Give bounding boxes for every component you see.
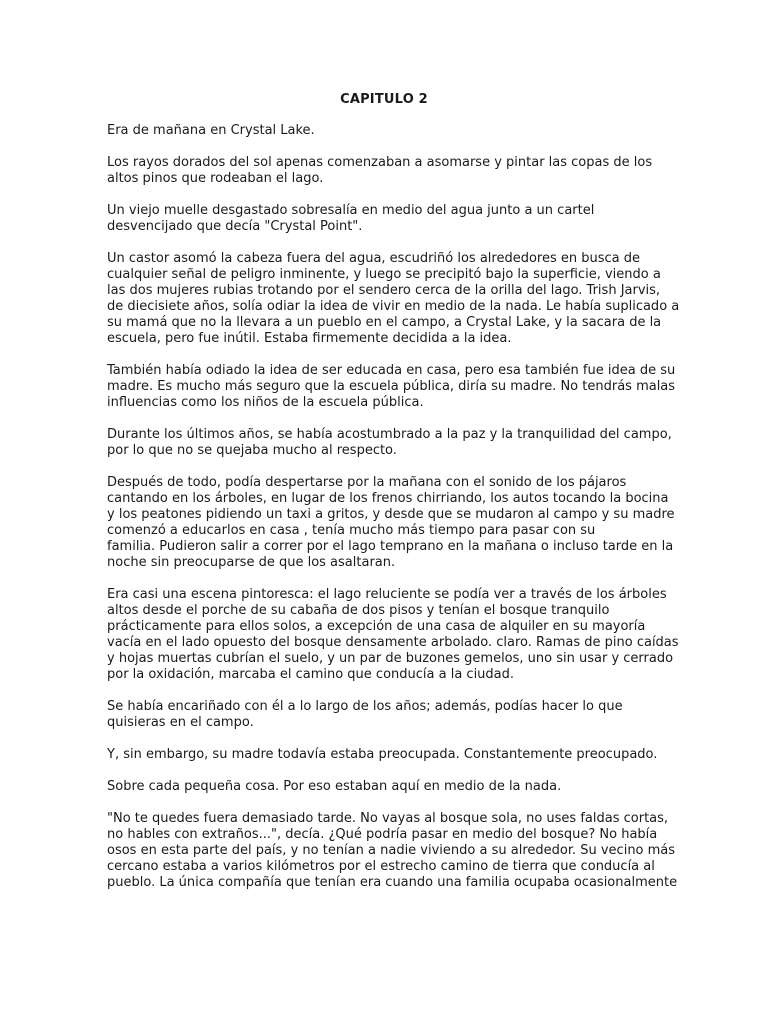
text-line: Era casi una escena pintoresca: el lago reluciente se podía ver a través de los árboles: [107, 587, 667, 602]
text-line: Los rayos dorados del sol apenas comenzaban a asomarse y pintar las copas de los: [107, 155, 653, 170]
paragraph: [107, 363, 676, 411]
paragraph: [107, 779, 663, 795]
text-line: altos pinos que rodeaban el lago.: [107, 171, 324, 186]
text-line: Un viejo muelle desgastado sobresalía en medio del agua junto a un cartel: [107, 203, 595, 218]
text-line: y hojas muertas cubrían el suelo, y un par de buzones gemelos, uno sin usar y cerrado: [107, 651, 674, 666]
text-line: cantando en los árboles, en lugar de los frenos chirriando, los autos tocando la bocina: [107, 491, 669, 506]
text-line: madre. Es mucho más seguro que la escuela pública, diría su madre. No tendrás malas: [107, 379, 676, 394]
text-line: Y, sin embargo, su madre todavía estaba preocupada. Constantemente preocupado.: [107, 747, 658, 762]
paragraph: [107, 475, 675, 571]
text-line: por lo que no se quejaba mucho al respecto.: [107, 443, 397, 458]
text-line: cualquier señal de peligro inminente, y luego se precipitó bajo la superficie, viendo a: [107, 267, 661, 282]
text-line: altos desde el porche de su cabaña de dos pisos y tenían el bosque tranquilo: [107, 603, 610, 618]
text-line: por la oxidación, marcaba el camino que conducía a la ciudad.: [107, 667, 515, 682]
text-line: vacía en el lado opuesto del bosque densamente arbolado. claro. Ramas de pino caídas: [107, 635, 679, 650]
text-line: influencias como los niños de la escuela pública.: [107, 395, 424, 410]
text-line: no hables con extraños...", decía. ¿Qué podría pasar en medio del bosque? No había: [107, 827, 658, 842]
text-line: quisieras en el campo.: [107, 715, 254, 730]
text-line: Era de mañana en Crystal Lake.: [107, 123, 315, 138]
paragraph: [107, 699, 663, 731]
paragraph: [107, 203, 663, 235]
text-line: prácticamente para ellos solos, a excepción de una casa de alquiler en su mayoría: [107, 619, 646, 634]
paragraph: [107, 747, 663, 763]
text-line: su mamá que no la llevara a un pueblo en el campo, a Crystal Lake, y la sacara de la: [107, 315, 662, 330]
text-line: familia. Pudieron salir a correr por el lago temprano en la mañana o incluso tarde en la: [107, 539, 674, 554]
text-line: desvencijado que decía "Crystal Point".: [107, 219, 363, 234]
text-line: Durante los últimos años, se había acostumbrado a la paz y la tranquilidad del campo,: [107, 427, 672, 442]
paragraph: [107, 155, 663, 187]
text-line: Un castor asomó la cabeza fuera del agua, escudriñó los alrededores en busca de: [107, 251, 641, 266]
body-text: [107, 123, 680, 907]
text-line: Se había encariñado con él a lo largo de los años; además, podías hacer lo que: [107, 699, 623, 714]
text-line: También había odiado la idea de ser educada en casa, pero esa también fue idea de su: [107, 363, 676, 378]
text-line: "No te quedes fuera demasiado tarde. No vayas al bosque sola, no uses faldas cortas,: [107, 811, 669, 826]
text-line: escuela, pero fue inútil. Estaba firmemente decidida a la idea.: [107, 331, 512, 346]
paragraph: [107, 123, 663, 139]
paragraph: [107, 427, 672, 459]
chapter-title: CAPITULO 2: [340, 92, 428, 107]
text-line: las dos mujeres rubias trotando por el sendero cerca de la orilla del lago. Trish Jarvis,: [107, 283, 661, 298]
text-line: cercano estaba a varios kilómetros por el estrecho camino de tierra que conducía al: [107, 859, 655, 874]
text-line: pueblo. La única compañía que tenían era cuando una familia ocupaba ocasionalmente: [107, 875, 678, 890]
text-line: noche sin preocuparse de que los asaltaran.: [107, 555, 396, 570]
paragraph: [107, 587, 679, 683]
paragraph: [107, 811, 678, 891]
text-line: de diecisiete años, solía odiar la idea de vivir en medio de la nada. Le había suplicado a: [107, 299, 680, 314]
text-line: osos en esta parte del país, y no tenían a nadie viviendo a su alrededor. Su vecino más: [107, 843, 676, 858]
text-line: y los peatones pidiendo un taxi a gritos, y desde que se mudaron al campo y su madre: [107, 507, 675, 522]
text-line: Después de todo, podía despertarse por la mañana con el sonido de los pájaros: [107, 475, 627, 490]
paragraph: [107, 251, 680, 347]
text-line: Sobre cada pequeña cosa. Por eso estaban aquí en medio de la nada.: [107, 779, 562, 794]
text-line: comenzó a educarlos en casa , tenía mucho más tiempo para pasar con su: [107, 523, 596, 538]
